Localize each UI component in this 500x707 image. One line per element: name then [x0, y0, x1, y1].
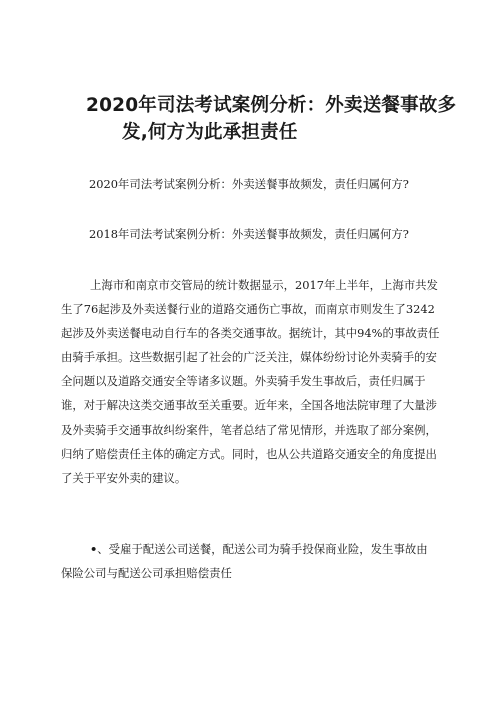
paragraph-line: 生了76起涉及外卖送餐行业的道路交通伤亡事故，而南京市则发生了3242: [61, 302, 435, 317]
intro-paragraph: [61, 273, 451, 490]
paragraph-line: 上海市和南京市交管局的统计数据显示，2017年上半年，上海市共发: [90, 278, 438, 292]
paragraph-line: 谁，对于解决这类交通事故至关重要。近年来，全国各地法院审理了大量涉: [61, 398, 437, 413]
bullet-mark: •: [90, 542, 98, 556]
section-line: 保险公司与配送公司承担赔偿责任: [61, 566, 232, 581]
document-title: [86, 92, 466, 146]
title-line-1: 2020年司法考试案例分析：外卖送餐事故多: [86, 95, 457, 116]
section-one: [61, 537, 451, 585]
subtitle-2018: 2018年司法考试案例分析：外卖送餐事故频发，责任归属何方?: [89, 227, 409, 241]
paragraph-line: 了关于平安外卖的建议。: [61, 470, 187, 485]
paragraph-line: 归纳了赔偿责任主体的确定方式。同时，也从公共道路交通安全的角度提出: [61, 446, 437, 461]
paragraph-line: 由骑手承担。这些数据引起了社会的广泛关注，媒体纷纷讨论外卖骑手的安: [61, 350, 437, 365]
paragraph-line: 及外卖骑手交通事故纠纷案件，笔者总结了常见情形，并选取了部分案例，: [61, 422, 437, 437]
paragraph-line: 起涉及外卖送餐电动自行车的各类交通事故。据统计，其中94%的事故责任: [61, 326, 440, 341]
section-line: [61, 537, 451, 561]
paragraph-line: 全问题以及道路交通安全等诸多议题。外卖骑手发生事故后，责任归属于: [61, 374, 426, 389]
title-line-2: 发,何方为此承担责任: [122, 122, 298, 143]
subtitle-2020: 2020年司法考试案例分析：外卖送餐事故频发，责任归属何方?: [89, 177, 409, 191]
section-heading-text: 、受雇于配送公司送餐，配送公司为骑手投保商业险，发生事故由: [97, 542, 428, 556]
